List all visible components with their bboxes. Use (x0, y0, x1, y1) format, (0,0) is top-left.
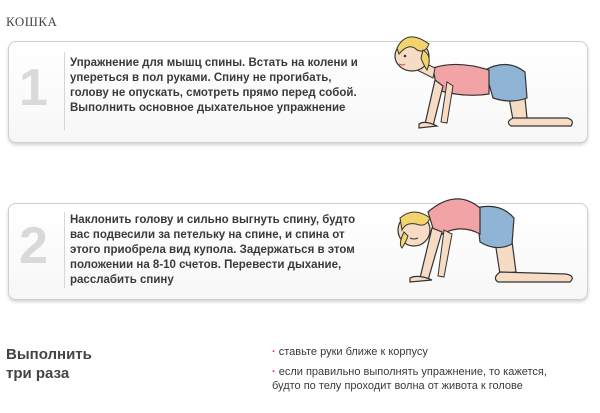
tip-text: ставьте руки ближе к корпусу (278, 346, 428, 358)
tip-text-line-2: будто по телу проходит волна от живота к голове (272, 380, 523, 392)
bullet-icon: · (272, 366, 276, 378)
repeat-line-1: Выполнить (6, 346, 92, 363)
divider (64, 212, 65, 288)
page-title: КОШКА (6, 14, 58, 29)
divider (64, 52, 65, 130)
kneeling-woman-arched-back-illustration (380, 182, 585, 292)
tip-text-line-1: если правильно выполнять упражнение, то кажется, (278, 366, 547, 378)
repeat-line-2: три раза (6, 365, 70, 382)
step-text-2: Наклонить голову и сильно выгнуть спину, будто вас подвесили за петельку на спине, и спина от этого приобрела вид купола. Задержаться в этом положении на 8-10 счетов. Перевести дыхание, расслабить спину (70, 214, 356, 286)
step-text-1: Упражнение для мышц спины. Встать на колени и упереться в пол руками. Спину не прогибать, голову не опускать, смотреть прямо перед собой. Выполнить основное дыхательное упражнение (70, 57, 358, 114)
tips-list (272, 346, 547, 399)
repeat-instruction (6, 345, 92, 383)
tip-item (272, 365, 547, 393)
bullet-icon: · (272, 346, 276, 358)
tip-item (272, 346, 547, 359)
step-number-1: 1 (19, 59, 48, 117)
kneeling-woman-flat-back-illustration (385, 20, 580, 140)
step-number-2: 2 (19, 217, 48, 275)
